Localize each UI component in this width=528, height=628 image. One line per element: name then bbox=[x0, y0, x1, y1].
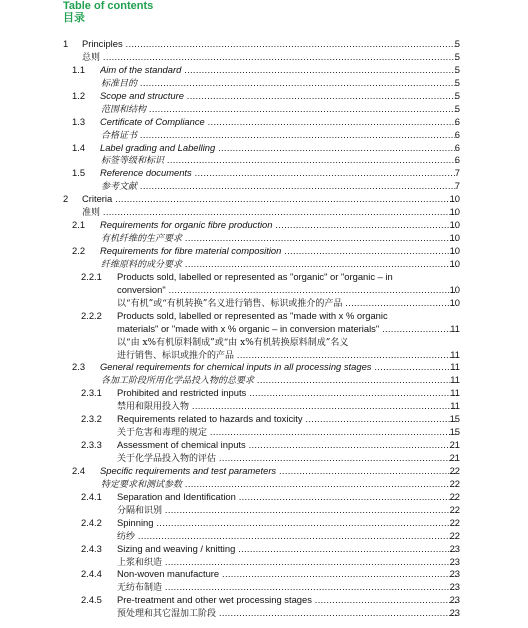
toc-entry[interactable] bbox=[0, 387, 528, 400]
toc-entry[interactable] bbox=[0, 284, 528, 297]
toc-entry-title bbox=[101, 77, 457, 91]
toc-entry-title bbox=[117, 581, 457, 595]
toc-entry-title-text: 标准目的 bbox=[101, 78, 138, 89]
toc-entry-page-number: 11 bbox=[450, 322, 460, 334]
toc-entry-title-text: Prohibited and restricted inputs bbox=[117, 387, 247, 399]
toc-entry[interactable] bbox=[0, 491, 528, 504]
toc-entry-number: 2.4.4 bbox=[81, 568, 102, 580]
toc-entry-number: 2.4.5 bbox=[81, 594, 102, 606]
toc-entry-number: 1.2 bbox=[72, 89, 86, 101]
toc-entry-title-text: 有机纤维的生产要求 bbox=[101, 234, 183, 245]
toc-entry-title bbox=[117, 439, 457, 452]
toc-entry[interactable] bbox=[0, 543, 528, 556]
toc-list bbox=[0, 38, 528, 620]
toc-entry-number: 1.4 bbox=[72, 141, 86, 153]
toc-entry-page-number: 15 bbox=[449, 413, 460, 425]
toc-entry-title bbox=[117, 543, 457, 556]
toc-entry-number: 2.2.2 bbox=[81, 309, 102, 321]
toc-entry[interactable] bbox=[0, 51, 528, 64]
toc-entry-page-number: 22 bbox=[449, 529, 460, 541]
toc-entry[interactable] bbox=[0, 90, 528, 103]
toc-entry[interactable] bbox=[0, 594, 528, 607]
toc-entry-page-number: 5 bbox=[454, 50, 460, 62]
toc-entry-title-text: Certificate of Compliance bbox=[100, 115, 205, 127]
toc-entry-number: 2.3.3 bbox=[81, 439, 102, 451]
toc-entry-page-number: 22 bbox=[449, 516, 460, 528]
toc-entry-title-text: 参考文献 bbox=[101, 182, 138, 193]
toc-entry-page-number: 11 bbox=[450, 361, 460, 373]
toc-entry-title bbox=[117, 607, 457, 621]
toc-entry-title-text: Specific requirements and test parameters bbox=[100, 464, 277, 476]
toc-entry-title-text: 进行销售、标识或推介的产品 bbox=[117, 350, 235, 361]
toc-entry-title-text: Separation and Identification bbox=[117, 490, 236, 502]
toc-entry-title-text: conversion" bbox=[117, 283, 166, 295]
toc-entry-page-number: 5 bbox=[454, 38, 460, 49]
toc-entry-number: 2.2 bbox=[72, 245, 86, 256]
toc-entry-title bbox=[101, 154, 457, 168]
toc-entry-title-text: 关于危害和毒理的规定 bbox=[117, 428, 208, 439]
toc-entry[interactable] bbox=[0, 271, 528, 284]
toc-entry-title-text: Spinning bbox=[117, 516, 154, 528]
toc-entry-page-number: 11 bbox=[450, 387, 460, 399]
toc-entry-title-text: Non-woven manufacture bbox=[117, 568, 220, 580]
toc-entry-page-number: 6 bbox=[454, 115, 460, 127]
toc-entry[interactable] bbox=[0, 349, 528, 362]
toc-entry[interactable] bbox=[0, 323, 528, 336]
toc-entry-title bbox=[117, 323, 457, 336]
toc-entry-title-text: materials" or "made with x % organic – in conversion materials" bbox=[117, 322, 380, 334]
toc-entry-page-number: 23 bbox=[449, 555, 460, 567]
toc-entry-page-number: 11 bbox=[450, 400, 460, 412]
toc-entry-title bbox=[82, 38, 457, 51]
toc-entry-title bbox=[117, 517, 457, 530]
toc-entry-page-number: 10 bbox=[449, 257, 460, 269]
toc-entry-number: 2 bbox=[63, 193, 69, 205]
toc-entry-number: 2.1 bbox=[72, 219, 86, 231]
toc-entry-number: 2.4.3 bbox=[81, 542, 102, 554]
toc-entry-page-number: 10 bbox=[449, 296, 460, 308]
toc-entry[interactable] bbox=[0, 568, 528, 581]
toc-entry-title bbox=[117, 297, 457, 311]
toc-entry-title bbox=[117, 426, 457, 440]
toc-entry-page-number: 10 bbox=[449, 219, 460, 231]
toc-entry-title bbox=[101, 129, 457, 143]
toc-entry[interactable] bbox=[0, 400, 528, 413]
toc-entry-title bbox=[117, 594, 457, 607]
toc-entry[interactable] bbox=[0, 530, 528, 543]
toc-entry-page-number: 23 bbox=[449, 594, 460, 606]
toc-entry-title-text: Reference documents bbox=[100, 167, 192, 179]
toc-entry[interactable] bbox=[0, 452, 528, 465]
toc-entry-title bbox=[82, 206, 457, 220]
toc-entry-number: 1.5 bbox=[72, 167, 86, 179]
toc-entry[interactable] bbox=[0, 103, 528, 116]
toc-entry-title bbox=[101, 478, 457, 492]
toc-entry-number: 2.3 bbox=[72, 361, 86, 373]
toc-entry[interactable] bbox=[0, 478, 528, 491]
toc-entry-page-number: 22 bbox=[449, 503, 460, 515]
toc-entry-number: 2.3.2 bbox=[81, 413, 102, 425]
toc-entry-page-number: 7 bbox=[454, 180, 460, 192]
toc-entry-title-text: 准则 bbox=[82, 208, 101, 219]
toc-entry-title bbox=[100, 64, 457, 77]
toc-entry-number: 2.2.1 bbox=[81, 270, 102, 282]
toc-entry[interactable] bbox=[0, 64, 528, 77]
toc-entry-title-text: Principles bbox=[82, 38, 123, 49]
toc-entry-title-text: Requirements for fibre material composition bbox=[100, 245, 282, 256]
toc-entry-title bbox=[101, 374, 457, 388]
toc-entry-title-text: 上浆和织造 bbox=[117, 557, 163, 568]
toc-entry-title bbox=[117, 568, 457, 581]
toc-entry-page-number: 23 bbox=[449, 568, 460, 580]
toc-entry-title-text: 总则 bbox=[82, 52, 101, 63]
toc-entry-page-number: 5 bbox=[454, 63, 460, 75]
toc-entry[interactable] bbox=[0, 413, 528, 426]
toc-entry[interactable] bbox=[0, 206, 528, 219]
toc-entry[interactable] bbox=[0, 374, 528, 387]
toc-entry-title bbox=[117, 413, 457, 426]
toc-entry-page-number: 6 bbox=[454, 141, 460, 153]
toc-entry-page-number: 21 bbox=[449, 452, 460, 463]
toc-entry-title-text: Assessment of chemical inputs bbox=[117, 439, 246, 451]
toc-entry-number: 2.3.1 bbox=[81, 387, 102, 399]
toc-entry-title bbox=[117, 387, 457, 400]
toc-entry-title-text: Sizing and weaving / knitting bbox=[117, 542, 236, 554]
toc-entry-title bbox=[117, 310, 388, 323]
toc-entry-title bbox=[100, 142, 457, 155]
toc-entry[interactable] bbox=[0, 219, 528, 232]
toc-entry-number: 2.4 bbox=[72, 464, 86, 476]
toc-entry[interactable] bbox=[0, 465, 528, 478]
toc-entry-title-text: 合格证书 bbox=[101, 130, 138, 141]
toc-entry-title-text: General requirements for chemical inputs in all processing stages bbox=[100, 361, 372, 373]
toc-entry-page-number: 10 bbox=[449, 245, 460, 256]
toc-entry-number: 1.1 bbox=[72, 63, 86, 75]
toc-entry-page-number: 23 bbox=[449, 607, 460, 619]
toc-entry[interactable] bbox=[0, 556, 528, 569]
toc-entry[interactable] bbox=[0, 116, 528, 129]
toc-entry[interactable] bbox=[0, 426, 528, 439]
toc-entry-title bbox=[100, 361, 457, 374]
toc-entry[interactable] bbox=[0, 142, 528, 155]
toc-entry[interactable] bbox=[0, 180, 528, 193]
toc-entry-title-text: 纺纱 bbox=[117, 531, 136, 542]
toc-entry-title-text: Requirements for organic fibre production bbox=[100, 219, 273, 231]
toc-entry-title bbox=[117, 336, 348, 350]
toc-entry[interactable] bbox=[0, 129, 528, 142]
toc-entry[interactable] bbox=[0, 77, 528, 90]
toc-entry-page-number: 23 bbox=[449, 581, 460, 593]
toc-entry-title-text: Aim of the standard bbox=[100, 63, 182, 75]
toc-entry[interactable] bbox=[0, 167, 528, 180]
toc-entry-title-text: Pre-treatment and other wet processing stages bbox=[117, 594, 312, 606]
toc-entry[interactable] bbox=[0, 336, 528, 349]
toc-entry-page-number: 21 bbox=[449, 439, 460, 451]
toc-entry-title-text: Label grading and Labelling bbox=[100, 141, 216, 153]
toc-entry-page-number: 10 bbox=[449, 232, 460, 244]
toc-entry-page-number: 10 bbox=[449, 283, 460, 295]
toc-entry[interactable] bbox=[0, 310, 528, 323]
toc-entry-title bbox=[117, 556, 457, 570]
toc-entry[interactable] bbox=[0, 581, 528, 594]
toc-entry-title-text: 范围和结构 bbox=[101, 104, 147, 115]
toc-entry[interactable] bbox=[0, 258, 528, 271]
toc-entry[interactable] bbox=[0, 439, 528, 452]
toc-entry[interactable] bbox=[0, 607, 528, 620]
toc-entry-title bbox=[117, 400, 457, 414]
toc-entry-title bbox=[100, 219, 457, 232]
toc-entry-title-text: 禁用和限用投入物 bbox=[117, 402, 190, 413]
toc-entry-title-text: 以“由 x%有机原料制成”或“由 x%有机转换原料制成”名义 bbox=[117, 337, 349, 348]
toc-entry-title bbox=[100, 465, 457, 478]
toc-entry-title-text: Products sold, labelled or represented as "organic" or "organic – in bbox=[117, 270, 393, 282]
toc-entry-number: 1.3 bbox=[72, 115, 86, 127]
toc-entry[interactable] bbox=[0, 38, 528, 51]
toc-entry-title-text: Requirements related to hazards and toxicity bbox=[117, 413, 303, 425]
toc-entry[interactable] bbox=[0, 232, 528, 245]
toc-entry-title bbox=[101, 103, 457, 117]
toc-heading-zh: 目录 bbox=[63, 12, 85, 24]
toc-entry-page-number: 5 bbox=[454, 76, 460, 88]
toc-entry-title-text: 分隔和识别 bbox=[117, 505, 163, 516]
toc-entry[interactable] bbox=[0, 193, 528, 206]
toc-entry-title bbox=[101, 258, 457, 272]
toc-entry-page-number: 22 bbox=[449, 490, 460, 502]
toc-entry[interactable] bbox=[0, 504, 528, 517]
toc-entry-page-number: 22 bbox=[449, 477, 460, 489]
toc-entry-title-text: 标签等级和标识 bbox=[101, 156, 165, 167]
toc-entry-title-text: 纤维原料的成分要求 bbox=[101, 259, 183, 270]
toc-entry[interactable] bbox=[0, 154, 528, 167]
toc-entry-title bbox=[117, 284, 457, 297]
toc-entry-title bbox=[101, 232, 457, 246]
toc-entry-page-number: 5 bbox=[454, 102, 460, 114]
toc-heading-en: Table of contents bbox=[63, 0, 154, 12]
toc-entry[interactable] bbox=[0, 361, 528, 374]
toc-entry-title-text: 关于化学品投入物的评估 bbox=[117, 454, 217, 464]
toc-entry-page-number: 15 bbox=[449, 426, 460, 438]
toc-entry-title-text: 特定要求和测试参数 bbox=[101, 479, 183, 490]
toc-entry-page-number: 6 bbox=[454, 154, 460, 166]
toc-entry-page-number: 11 bbox=[450, 374, 460, 386]
toc-entry-title bbox=[82, 51, 457, 65]
toc-entry-title bbox=[100, 167, 457, 180]
toc-entry-title bbox=[117, 491, 457, 504]
toc-entry-page-number: 6 bbox=[454, 128, 460, 140]
toc-entry-page-number: 7 bbox=[454, 167, 460, 179]
toc-entry-title-text: 各加工阶段所用化学品投入物的总要求 bbox=[101, 376, 255, 387]
toc-entry-title-text: Criteria bbox=[82, 193, 113, 205]
toc-entry-page-number: 10 bbox=[449, 193, 460, 205]
toc-entry-title bbox=[101, 180, 457, 194]
toc-entry-title-text: 以“有机”或“有机转换”名义进行销售、标识或推介的产品 bbox=[117, 298, 343, 309]
toc-entry-title bbox=[117, 504, 457, 518]
toc-entry-page-number: 22 bbox=[449, 464, 460, 476]
toc-entry-title-text: Products sold, labelled or represented as "made with x % organic bbox=[117, 309, 388, 321]
toc-entry-title bbox=[100, 90, 457, 103]
toc-entry-title bbox=[117, 271, 393, 284]
toc-entry-title bbox=[117, 530, 457, 544]
toc-entry-number: 2.4.1 bbox=[81, 490, 102, 502]
toc-entry-title bbox=[117, 349, 457, 363]
toc-entry-page-number: 10 bbox=[449, 206, 460, 218]
toc-entry-title-text: 无纺布制造 bbox=[117, 583, 163, 594]
toc-entry-title bbox=[82, 193, 457, 206]
toc-entry-page-number: 5 bbox=[454, 89, 460, 101]
toc-entry-page-number: 11 bbox=[450, 348, 460, 360]
toc-entry-title bbox=[100, 245, 457, 258]
toc-entry-title bbox=[117, 452, 457, 466]
toc-entry-title-text: Scope and structure bbox=[100, 89, 184, 101]
toc-entry[interactable] bbox=[0, 297, 528, 310]
toc-entry[interactable] bbox=[0, 245, 528, 258]
toc-entry-page-number: 23 bbox=[449, 542, 460, 554]
toc-entry-title bbox=[100, 116, 457, 129]
toc-entry[interactable] bbox=[0, 517, 528, 530]
toc-entry-title-text: 预处理和其它湿加工阶段 bbox=[117, 609, 217, 620]
toc-entry-number: 1 bbox=[63, 38, 69, 49]
toc-entry-number: 2.4.2 bbox=[81, 516, 102, 528]
